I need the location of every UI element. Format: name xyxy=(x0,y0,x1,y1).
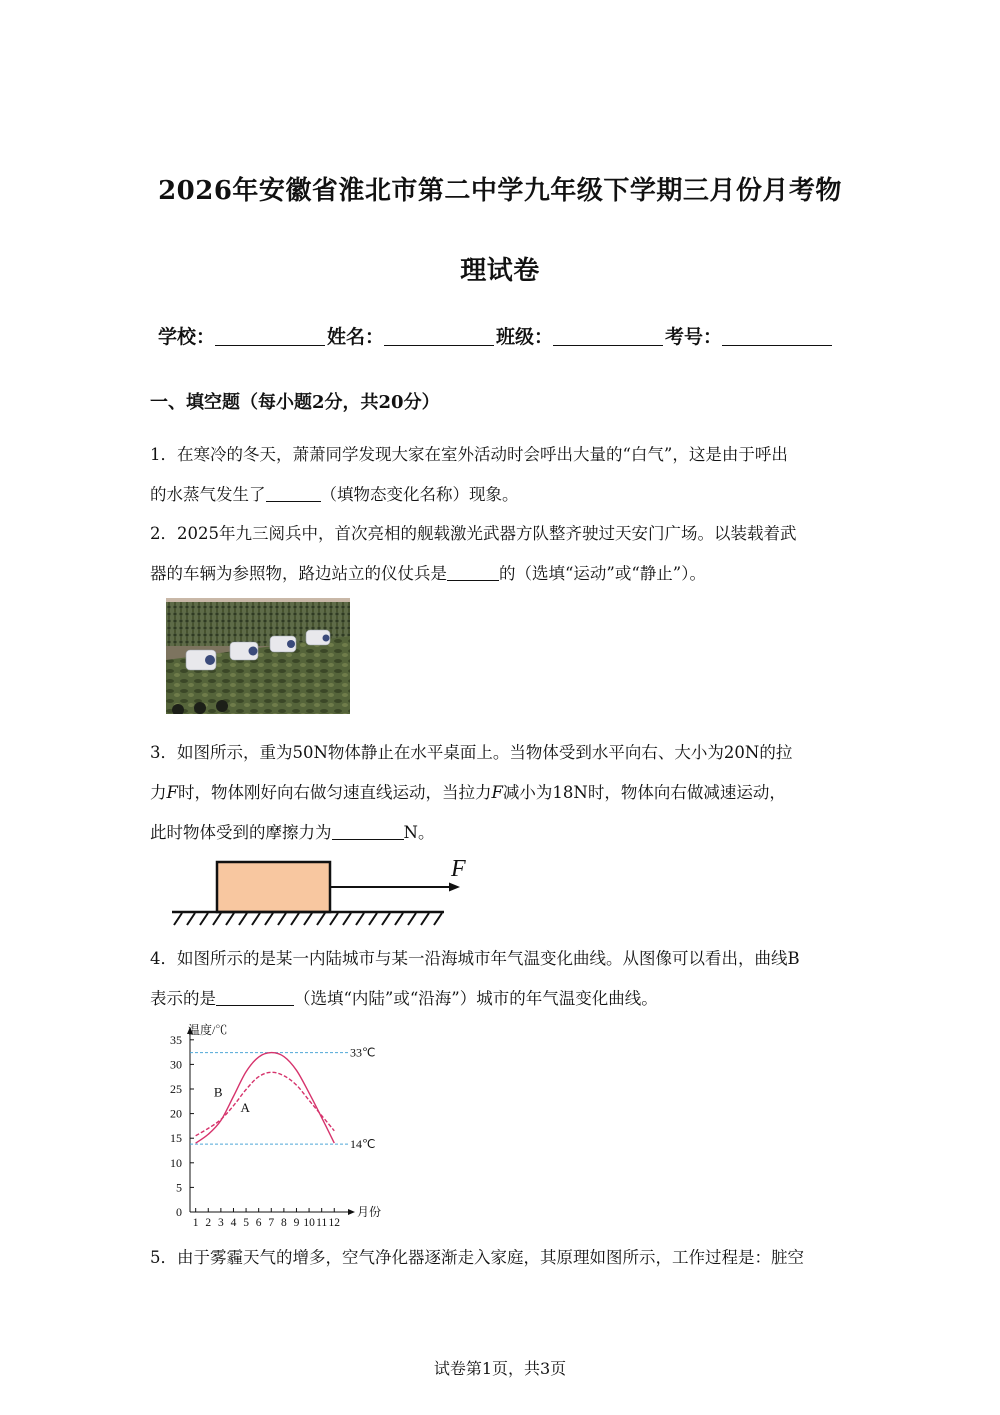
hatch-mark xyxy=(421,913,429,925)
x-axis-label: 月份 xyxy=(357,1205,382,1219)
hatch-mark xyxy=(395,913,403,925)
page-title-line1: 2026年安徽省淮北市第二中学九年级下学期三月份月考物 xyxy=(158,176,842,206)
x-tick-label: 3 xyxy=(217,1217,224,1229)
q2-line2: 器的车辆为参照物，路边站立的仪仗兵是 的（选填“运动”或“静止”）。 xyxy=(150,564,706,583)
number-label: 考号： xyxy=(665,326,723,348)
q2-answer-blank[interactable] xyxy=(447,564,499,581)
y-axis-label: 温度/℃ xyxy=(188,1023,228,1037)
x-tick-label: 2 xyxy=(205,1217,212,1229)
class-blank[interactable] xyxy=(553,327,663,346)
hatch-mark xyxy=(278,913,286,925)
q5-line1: 5．由于雾霾天气的增多，空气净化器逐渐走入家庭，其原理如图所示，工作过程是：脏空 xyxy=(150,1248,804,1267)
y-tick-label: 20 xyxy=(170,1106,182,1121)
page-footer: 试卷第1页，共3页 xyxy=(433,1359,567,1378)
x-tick-label: 7 xyxy=(268,1217,275,1229)
x-tick-label: 10 xyxy=(303,1217,315,1229)
q3-line2: 力F时，物体刚好向右做匀速直线运动，当拉力F减小为18N时，物体向右做减速运动， xyxy=(150,783,786,802)
question-1 xyxy=(150,435,860,515)
question-3 xyxy=(150,733,860,853)
section-heading: 一、填空题（每小题2分，共20分） xyxy=(150,392,440,413)
school-label: 学校： xyxy=(158,326,216,348)
hatch-mark xyxy=(265,913,273,925)
x-axis-arrow xyxy=(348,1209,355,1215)
hatch-mark xyxy=(304,913,312,925)
question-5 xyxy=(150,1238,860,1278)
x-tick-label: 4 xyxy=(230,1217,237,1229)
hatch-mark xyxy=(200,913,208,925)
hatch-mark xyxy=(330,913,338,925)
hatch-mark xyxy=(252,913,260,925)
block xyxy=(217,862,330,912)
y-tick-label: 25 xyxy=(170,1082,182,1096)
page-title-line2: 理试卷 xyxy=(460,256,540,286)
temperature-chart xyxy=(150,1018,400,1233)
hatch-mark xyxy=(239,913,247,925)
x-tick-label: 5 xyxy=(243,1217,249,1229)
x-tick-label: 11 xyxy=(316,1217,328,1229)
hatch-mark xyxy=(213,913,221,925)
q4-line2: 表示的是 （选填“内陆”或“沿海”）城市的年气温变化曲线。 xyxy=(150,989,658,1008)
name-blank[interactable] xyxy=(384,327,494,346)
x-tick-label: 6 xyxy=(255,1217,262,1229)
q1-answer-blank[interactable] xyxy=(266,485,321,502)
question-4 xyxy=(150,939,860,1019)
x-tick-label: 8 xyxy=(280,1217,287,1229)
y-tick-label: 30 xyxy=(170,1057,182,1072)
q3-answer-blank[interactable] xyxy=(332,823,404,840)
hatch-mark xyxy=(187,913,195,925)
q4-answer-blank[interactable] xyxy=(216,989,294,1006)
y-tick-label: 10 xyxy=(170,1155,182,1170)
hatch-mark xyxy=(317,913,325,925)
q1-line2: 的水蒸气发生了 （填物态变化名称）现象。 xyxy=(150,485,519,504)
y-tick-label: 35 xyxy=(170,1032,182,1047)
x-tick-label: 12 xyxy=(328,1217,341,1229)
q4-line1: 4．如图所示的是某一内陆城市与某一沿海城市年气温变化曲线。从图像可以看出，曲线B xyxy=(150,949,800,968)
y-tick-label: 15 xyxy=(170,1131,182,1146)
hatch-mark xyxy=(369,913,377,925)
reference-label: 14℃ xyxy=(350,1137,376,1152)
hatch-mark xyxy=(343,913,351,925)
q3-line3: 此时物体受到的摩擦力为 N。 xyxy=(150,823,435,842)
hatch-mark xyxy=(174,913,182,925)
series-label-B: B xyxy=(213,1084,223,1100)
q3-line1: 3．如图所示，重为50N物体静止在水平桌面上。当物体受到水平向右、大小为20N的拉 xyxy=(150,743,793,762)
q1-line1: 1．在寒冷的冬天，萧萧同学发现大家在室外活动时会呼出大量的“白气”，这是由于呼出 xyxy=(150,445,788,464)
parade-photo xyxy=(166,598,350,714)
series-label-A: A xyxy=(240,1100,250,1116)
number-blank[interactable] xyxy=(722,327,832,346)
class-label: 班级： xyxy=(496,326,554,348)
y-tick-label: 5 xyxy=(176,1180,182,1195)
x-tick-label: 9 xyxy=(293,1217,300,1229)
force-label: F xyxy=(451,856,466,882)
name-label: 姓名： xyxy=(327,326,385,348)
x-tick-label: 1 xyxy=(192,1217,199,1229)
hatch-mark xyxy=(382,913,390,925)
hatch-mark xyxy=(226,913,234,925)
hatch-mark xyxy=(408,913,416,925)
hatch-mark xyxy=(356,913,364,925)
question-2 xyxy=(150,514,860,594)
y-tick-label: 0 xyxy=(176,1205,182,1219)
school-blank[interactable] xyxy=(215,327,325,346)
reference-label: 33℃ xyxy=(350,1045,376,1060)
hatch-mark xyxy=(434,913,442,925)
student-info-row xyxy=(158,322,834,349)
force-diagram xyxy=(166,852,476,932)
q2-line1: 2．2025年九三阅兵中，首次亮相的舰载激光武器方队整齐驶过天安门广场。以装载着武 xyxy=(150,524,797,543)
hatch-mark xyxy=(291,913,299,925)
